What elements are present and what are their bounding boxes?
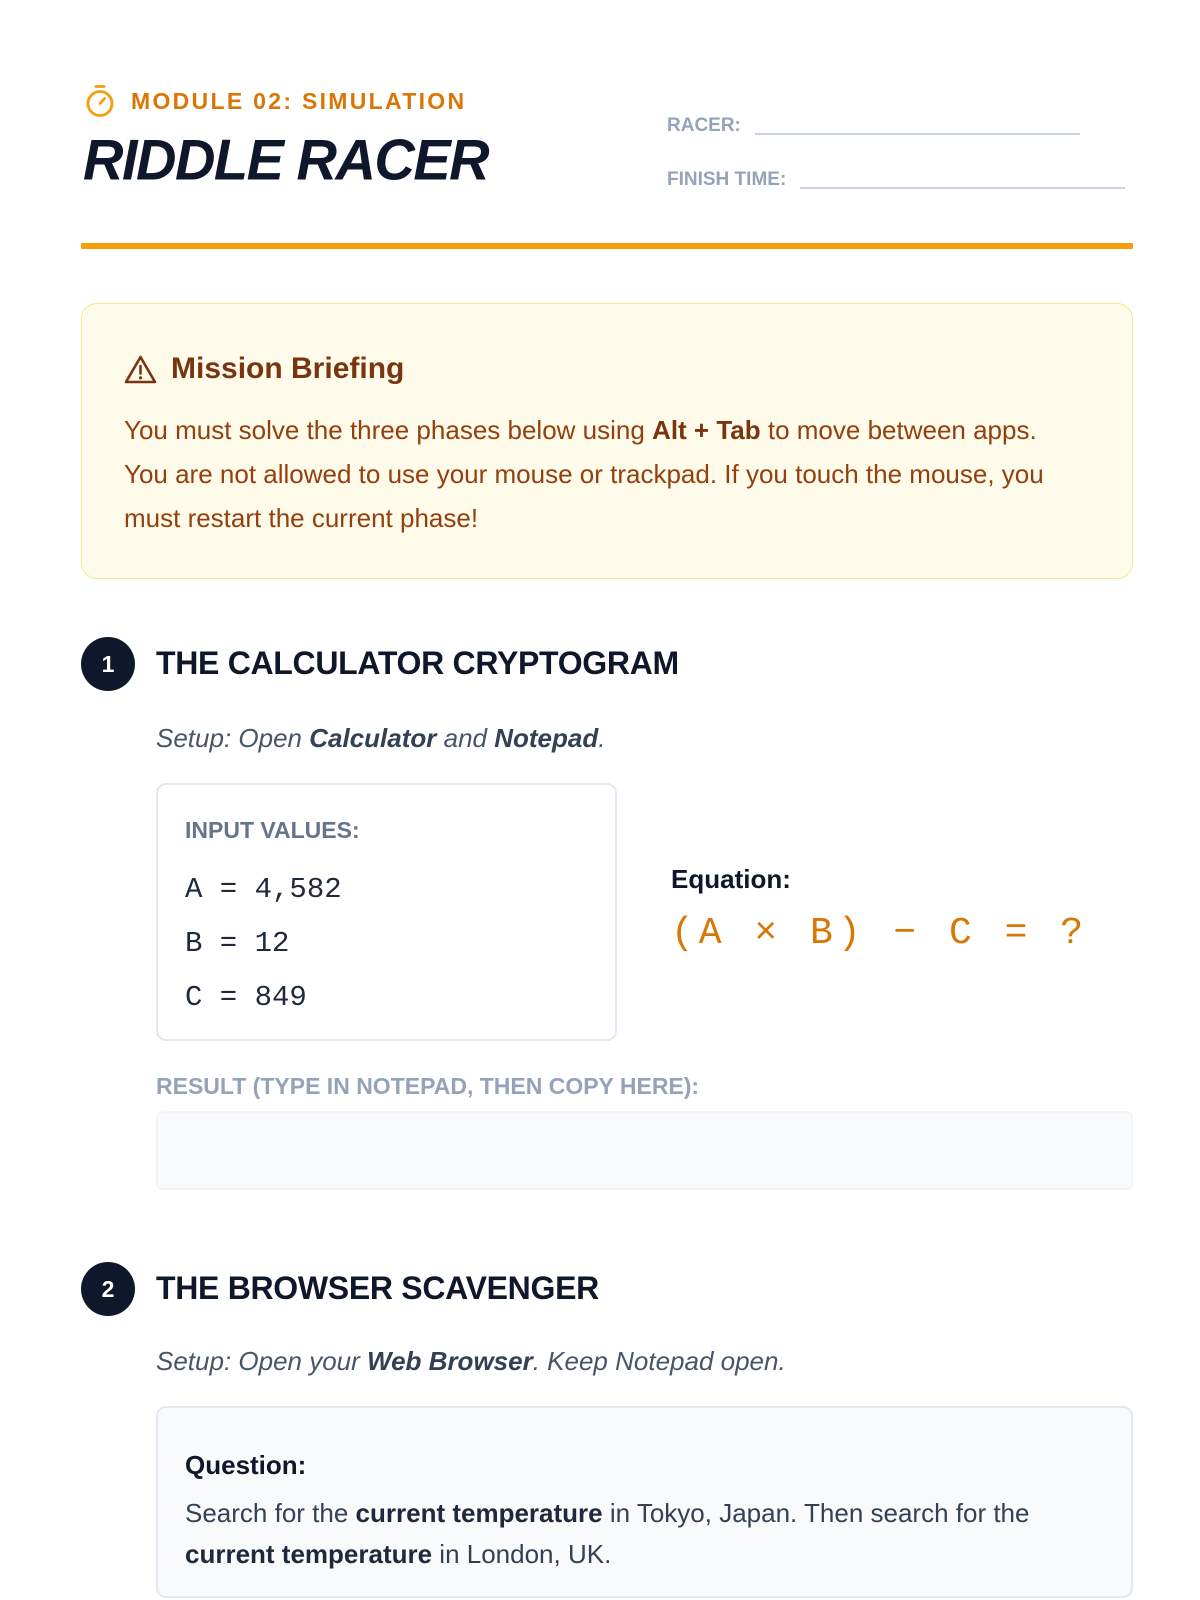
phase-1-setup: Setup: Open Calculator and Notepad. (156, 723, 606, 753)
input-value-c: C = 849 (185, 981, 307, 1014)
briefing-title: Mission Briefing (171, 352, 405, 385)
briefing-header (124, 352, 404, 386)
input-values-list (185, 863, 342, 1025)
module-label: MODULE 02: SIMULATION (131, 87, 467, 114)
module-tag (85, 84, 466, 118)
finish-time-label: FINISH TIME: (667, 169, 787, 190)
phase-2-title: THE BROWSER SCAVENGER (156, 1270, 599, 1306)
input-value-a: A = 4,582 (185, 873, 342, 906)
result-label: RESULT (TYPE IN NOTEPAD, THEN COPY HERE): (156, 1073, 700, 1099)
shortcut-keys: Alt + Tab (652, 415, 761, 445)
result-input[interactable] (156, 1111, 1133, 1190)
input-value-b: B = 12 (185, 927, 290, 960)
warning-icon (124, 354, 157, 385)
finish-time-field (667, 170, 1125, 189)
briefing-text: You must solve the three phases below using Alt + Tab to move between apps. You are not allowed to use your mouse or trackpad. If you touch the mouse, you must restart the current phase! (124, 415, 1044, 533)
phase-2-badge: 2 (81, 1262, 135, 1316)
question-text: Search for the current temperature in Tokyo, Japan. Then search for the current temperature in London, UK. (185, 1498, 1030, 1569)
racer-field (667, 116, 1080, 135)
question-label: Question: (185, 1450, 307, 1480)
equation: (A × B) − C = ? (671, 912, 1089, 955)
mission-briefing (81, 303, 1133, 579)
phase-1-badge: 1 (81, 637, 135, 691)
page-title: RIDDLE RACER (83, 127, 489, 192)
worksheet-header (81, 78, 1133, 248)
phase-1-title: THE CALCULATOR CRYPTOGRAM (156, 645, 679, 681)
racer-input-line[interactable] (755, 133, 1080, 135)
input-values-card (156, 783, 617, 1041)
equation-label: Equation: (671, 864, 791, 894)
racer-label: RACER: (667, 115, 741, 136)
header-divider (81, 243, 1133, 249)
question-card (156, 1406, 1133, 1598)
finish-time-input-line[interactable] (800, 187, 1125, 189)
stopwatch-icon (85, 84, 115, 118)
input-values-label: INPUT VALUES: (185, 817, 360, 843)
phase-2-setup: Setup: Open your Web Browser. Keep Notepad open. (156, 1346, 786, 1376)
